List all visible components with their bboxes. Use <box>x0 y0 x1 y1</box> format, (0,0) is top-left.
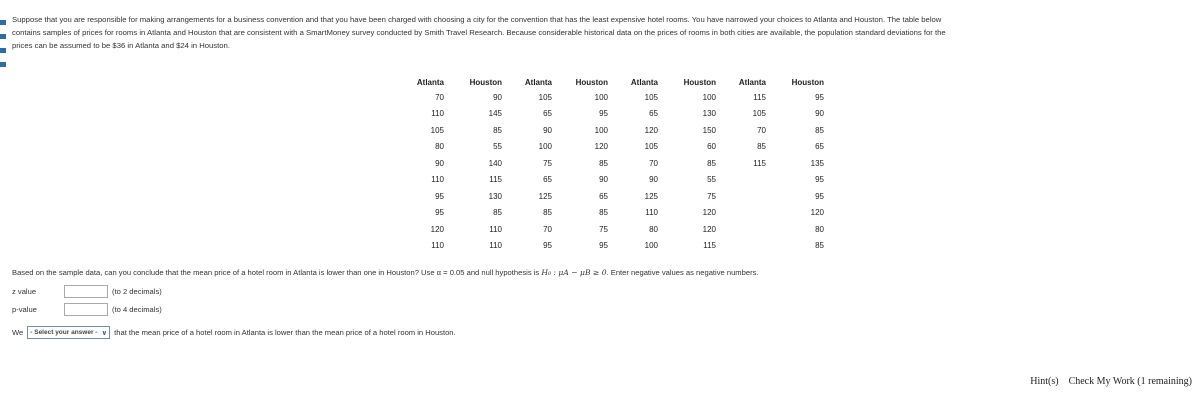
table-cell: 85 <box>493 125 502 135</box>
table-cell: 110 <box>431 241 444 251</box>
price-table <box>400 75 824 254</box>
z-value-input[interactable] <box>64 285 108 298</box>
conclusion-prefix: We <box>12 328 24 337</box>
table-cell: 85 <box>599 158 608 168</box>
table-cell: 130 <box>702 109 716 119</box>
footer-actions <box>1030 376 1192 387</box>
table-cell: 110 <box>431 175 444 185</box>
table-cell: 105 <box>644 92 658 102</box>
table-cell: 55 <box>707 175 716 185</box>
table-cell: 95 <box>543 241 552 251</box>
table-row <box>400 205 824 222</box>
table-cell: 110 <box>489 224 502 234</box>
column-header: Houston <box>469 77 502 87</box>
null-hypothesis: H₀ : μA − μB ≥ 0 <box>541 268 607 277</box>
table-cell: 85 <box>757 142 766 152</box>
table-cell: 120 <box>702 208 716 218</box>
question-text <box>12 268 759 277</box>
dropdown-value: - Select your answer - <box>30 329 98 336</box>
p-value-label: p-value <box>12 305 37 314</box>
hint-link[interactable]: Hint(s) <box>1030 376 1059 387</box>
table-cell: 120 <box>430 224 444 234</box>
table-cell: 65 <box>649 109 658 119</box>
table-cell: 80 <box>815 224 824 234</box>
check-my-work-link[interactable]: Check My Work (1 remaining) <box>1068 376 1192 387</box>
table-cell: 85 <box>815 241 824 251</box>
table-cell: 65 <box>543 175 552 185</box>
table-cell: 90 <box>493 92 502 102</box>
table-cell: 85 <box>493 208 502 218</box>
chevron-down-icon: ∨ <box>101 329 108 337</box>
table-cell: 95 <box>815 191 824 201</box>
conclusion-row <box>12 326 456 339</box>
conclusion-dropdown[interactable] <box>27 326 110 339</box>
table-cell: 110 <box>645 208 658 218</box>
table-cell: 115 <box>489 175 502 185</box>
intro-line-1: Suppose that you are responsible for making arrangements for a business convention and that you have been charged with choosing a city for the convention that has the least expensive hotel rooms. You have narrowed your choices to Atlanta and Houston. The table below <box>12 15 942 24</box>
table-cell: 100 <box>594 125 608 135</box>
z-value-hint: (to 2 decimals) <box>112 287 162 296</box>
column-header: Atlanta <box>630 77 658 87</box>
table-cell: 120 <box>702 224 716 234</box>
table-cell: 115 <box>703 241 716 251</box>
table-cell: 120 <box>594 142 608 152</box>
table-cell: 95 <box>435 208 444 218</box>
table-cell: 110 <box>431 109 444 119</box>
table-cell: 95 <box>435 191 444 201</box>
column-header: Houston <box>683 77 716 87</box>
table-cell: 100 <box>644 241 658 251</box>
table-cell: 75 <box>599 224 608 234</box>
table-row <box>400 139 824 156</box>
table-cell: 95 <box>599 241 608 251</box>
table-cell: 140 <box>488 158 502 168</box>
question-suffix: . Enter negative values as negative numbers. <box>606 268 759 277</box>
table-row <box>400 106 824 123</box>
table-cell <box>716 205 766 222</box>
table-header-row <box>400 75 824 89</box>
table-row <box>400 155 824 172</box>
table-cell: 70 <box>543 224 552 234</box>
table-cell: 105 <box>644 142 658 152</box>
column-header: Houston <box>575 77 608 87</box>
table-cell: 90 <box>435 158 444 168</box>
table-cell: 120 <box>644 125 658 135</box>
table-cell: 130 <box>488 191 502 201</box>
table-row <box>400 188 824 205</box>
table-cell: 85 <box>599 208 608 218</box>
table-cell: 90 <box>543 125 552 135</box>
table-cell: 110 <box>489 241 502 251</box>
column-header: Atlanta <box>524 77 552 87</box>
table-cell: 75 <box>707 191 716 201</box>
table-cell: 95 <box>599 109 608 119</box>
table-cell: 150 <box>702 125 716 135</box>
table-cell: 85 <box>707 158 716 168</box>
z-value-row <box>12 285 162 298</box>
table-cell: 125 <box>644 191 658 201</box>
table-cell: 95 <box>815 92 824 102</box>
table-cell <box>716 188 766 205</box>
table-cell: 100 <box>538 142 552 152</box>
p-value-row <box>12 303 162 316</box>
table-row <box>400 238 824 255</box>
table-cell: 85 <box>543 208 552 218</box>
column-header: Atlanta <box>738 77 766 87</box>
table-cell: 105 <box>430 125 444 135</box>
table-cell: 115 <box>753 158 766 168</box>
intro-line-3: prices can be assumed to be $36 in Atlanta and $24 in Houston. <box>12 41 230 50</box>
table-cell: 120 <box>810 208 824 218</box>
table-cell: 80 <box>649 224 658 234</box>
table-cell: 70 <box>757 125 766 135</box>
table-cell: 100 <box>702 92 716 102</box>
question-body: Based on the sample data, can you conclude that the mean price of a hotel room in Atlanta is lower than one in Houston? Use α = 0.05 and null hypothesis is <box>12 268 540 277</box>
table-cell: 70 <box>435 92 444 102</box>
table-cell: 145 <box>488 109 502 119</box>
table-row <box>400 172 824 189</box>
table-cell: 105 <box>752 109 766 119</box>
table-cell <box>716 238 766 255</box>
table-cell: 95 <box>815 175 824 185</box>
table-cell: 105 <box>538 92 552 102</box>
column-header: Atlanta <box>416 77 444 87</box>
table-cell: 115 <box>753 92 766 102</box>
table-row <box>400 122 824 139</box>
intro-line-2: contains samples of prices for rooms in Atlanta and Houston that are consistent with a SmartMoney survey conducted by Smith Travel Research. Because considerable historical data on the prices of rooms in both cities are available, the population standard deviations for the <box>12 28 946 37</box>
table-body <box>400 89 824 254</box>
table-cell: 65 <box>599 191 608 201</box>
table-cell: 125 <box>538 191 552 201</box>
table-cell: 100 <box>594 92 608 102</box>
table-cell: 80 <box>435 142 444 152</box>
table-cell: 70 <box>649 158 658 168</box>
table-cell: 65 <box>815 142 824 152</box>
z-value-label: z value <box>12 287 37 296</box>
table-cell: 75 <box>543 158 552 168</box>
table-cell: 90 <box>649 175 658 185</box>
table-cell: 85 <box>815 125 824 135</box>
table-row <box>400 221 824 238</box>
p-value-input[interactable] <box>64 303 108 316</box>
problem-statement <box>12 13 1192 52</box>
table-cell <box>716 172 766 189</box>
table-cell: 55 <box>493 142 502 152</box>
table-cell: 60 <box>707 142 716 152</box>
table-cell: 65 <box>543 109 552 119</box>
p-value-hint: (to 4 decimals) <box>112 305 162 314</box>
table-cell: 90 <box>815 109 824 119</box>
table-cell <box>716 221 766 238</box>
conclusion-suffix: that the mean price of a hotel room in Atlanta is lower than the mean price of a hotel room in Houston. <box>114 328 456 337</box>
table-cell: 135 <box>810 158 824 168</box>
column-header: Houston <box>791 77 824 87</box>
table-cell: 90 <box>599 175 608 185</box>
table-row <box>400 89 824 106</box>
